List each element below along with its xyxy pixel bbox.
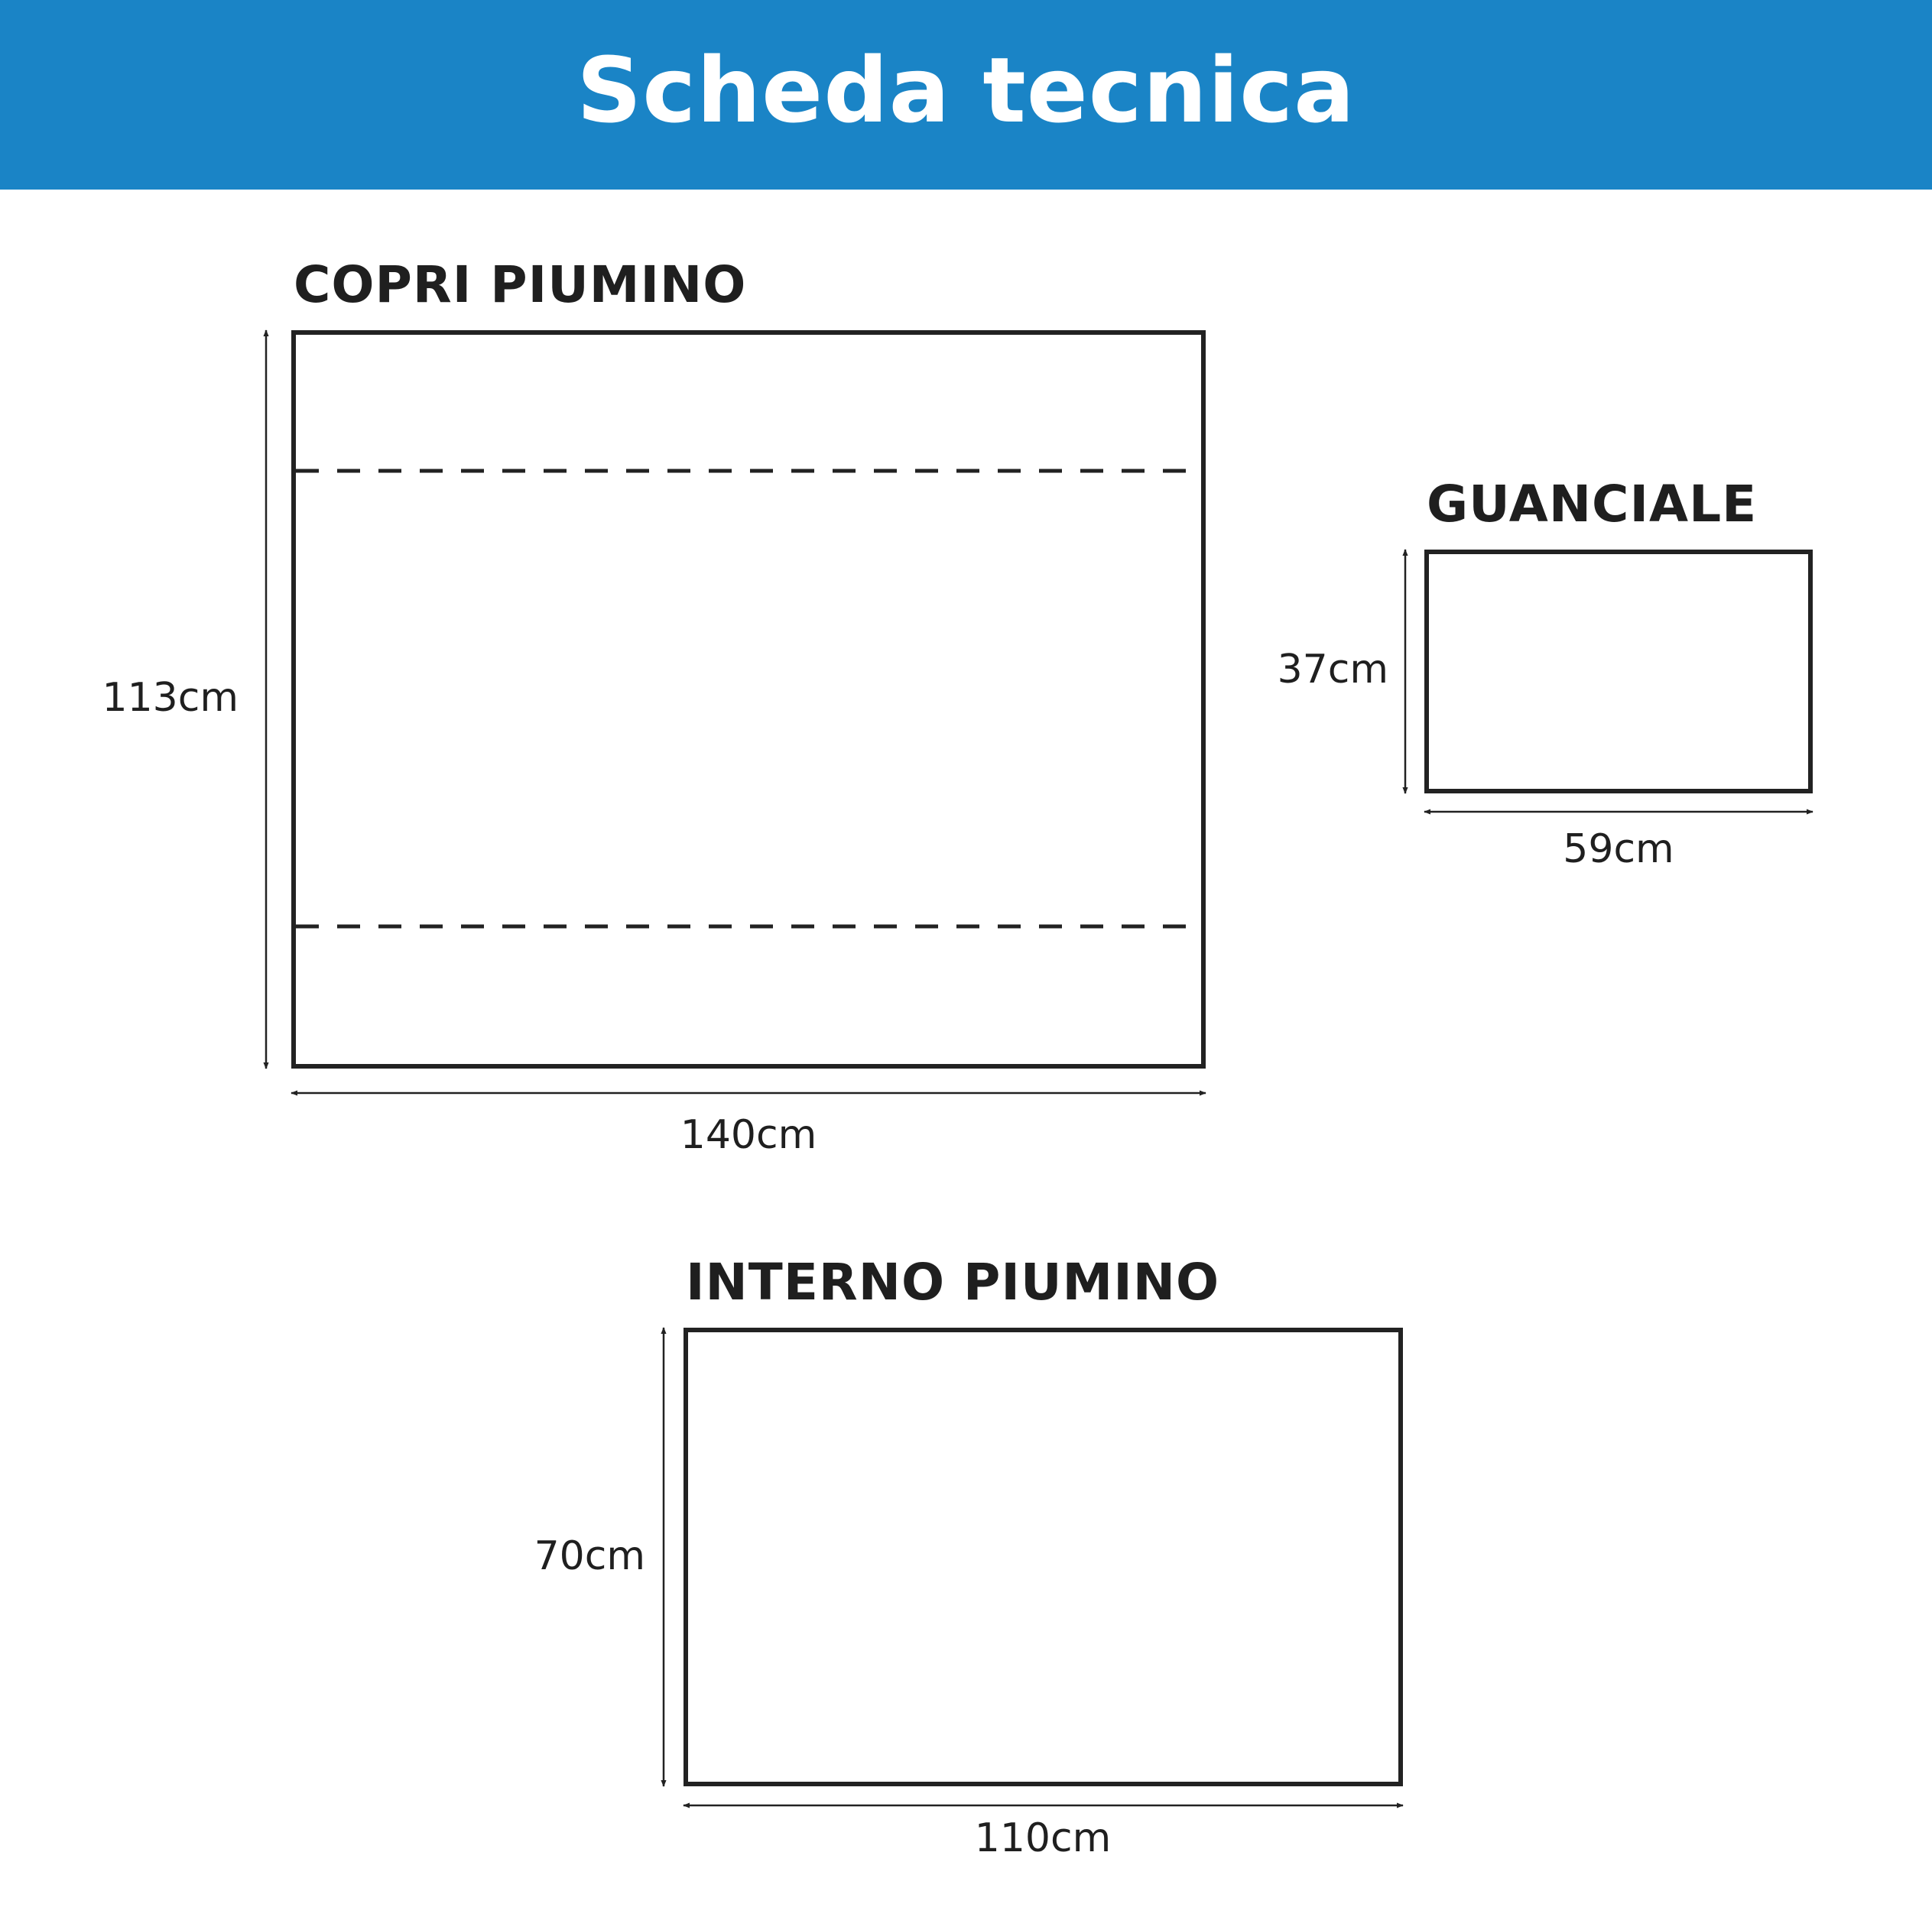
pillowcase-title: GUANCIALE [1427,475,1758,534]
pillowcase-outline [1427,552,1810,791]
duvet-insert-height-label: 70cm [534,1533,645,1579]
pillowcase-width-label: 59cm [1563,826,1674,872]
page-title: Scheda tecnica [576,37,1356,143]
duvet-insert-outline [686,1330,1401,1784]
duvet-cover-title: COPRI PIUMINO [294,255,747,314]
duvet-insert-width-label: 110cm [974,1815,1112,1861]
pillowcase-diagram [1278,475,1813,872]
duvet-cover-diagram [102,255,1206,1158]
duvet-cover-outline [294,332,1203,1066]
duvet-insert-diagram [534,1253,1403,1861]
duvet-cover-width-label: 140cm [680,1112,817,1158]
pillowcase-height-label: 37cm [1277,647,1388,693]
duvet-cover-height-label: 113cm [102,675,239,721]
duvet-insert-title: INTERNO PIUMINO [686,1253,1220,1312]
